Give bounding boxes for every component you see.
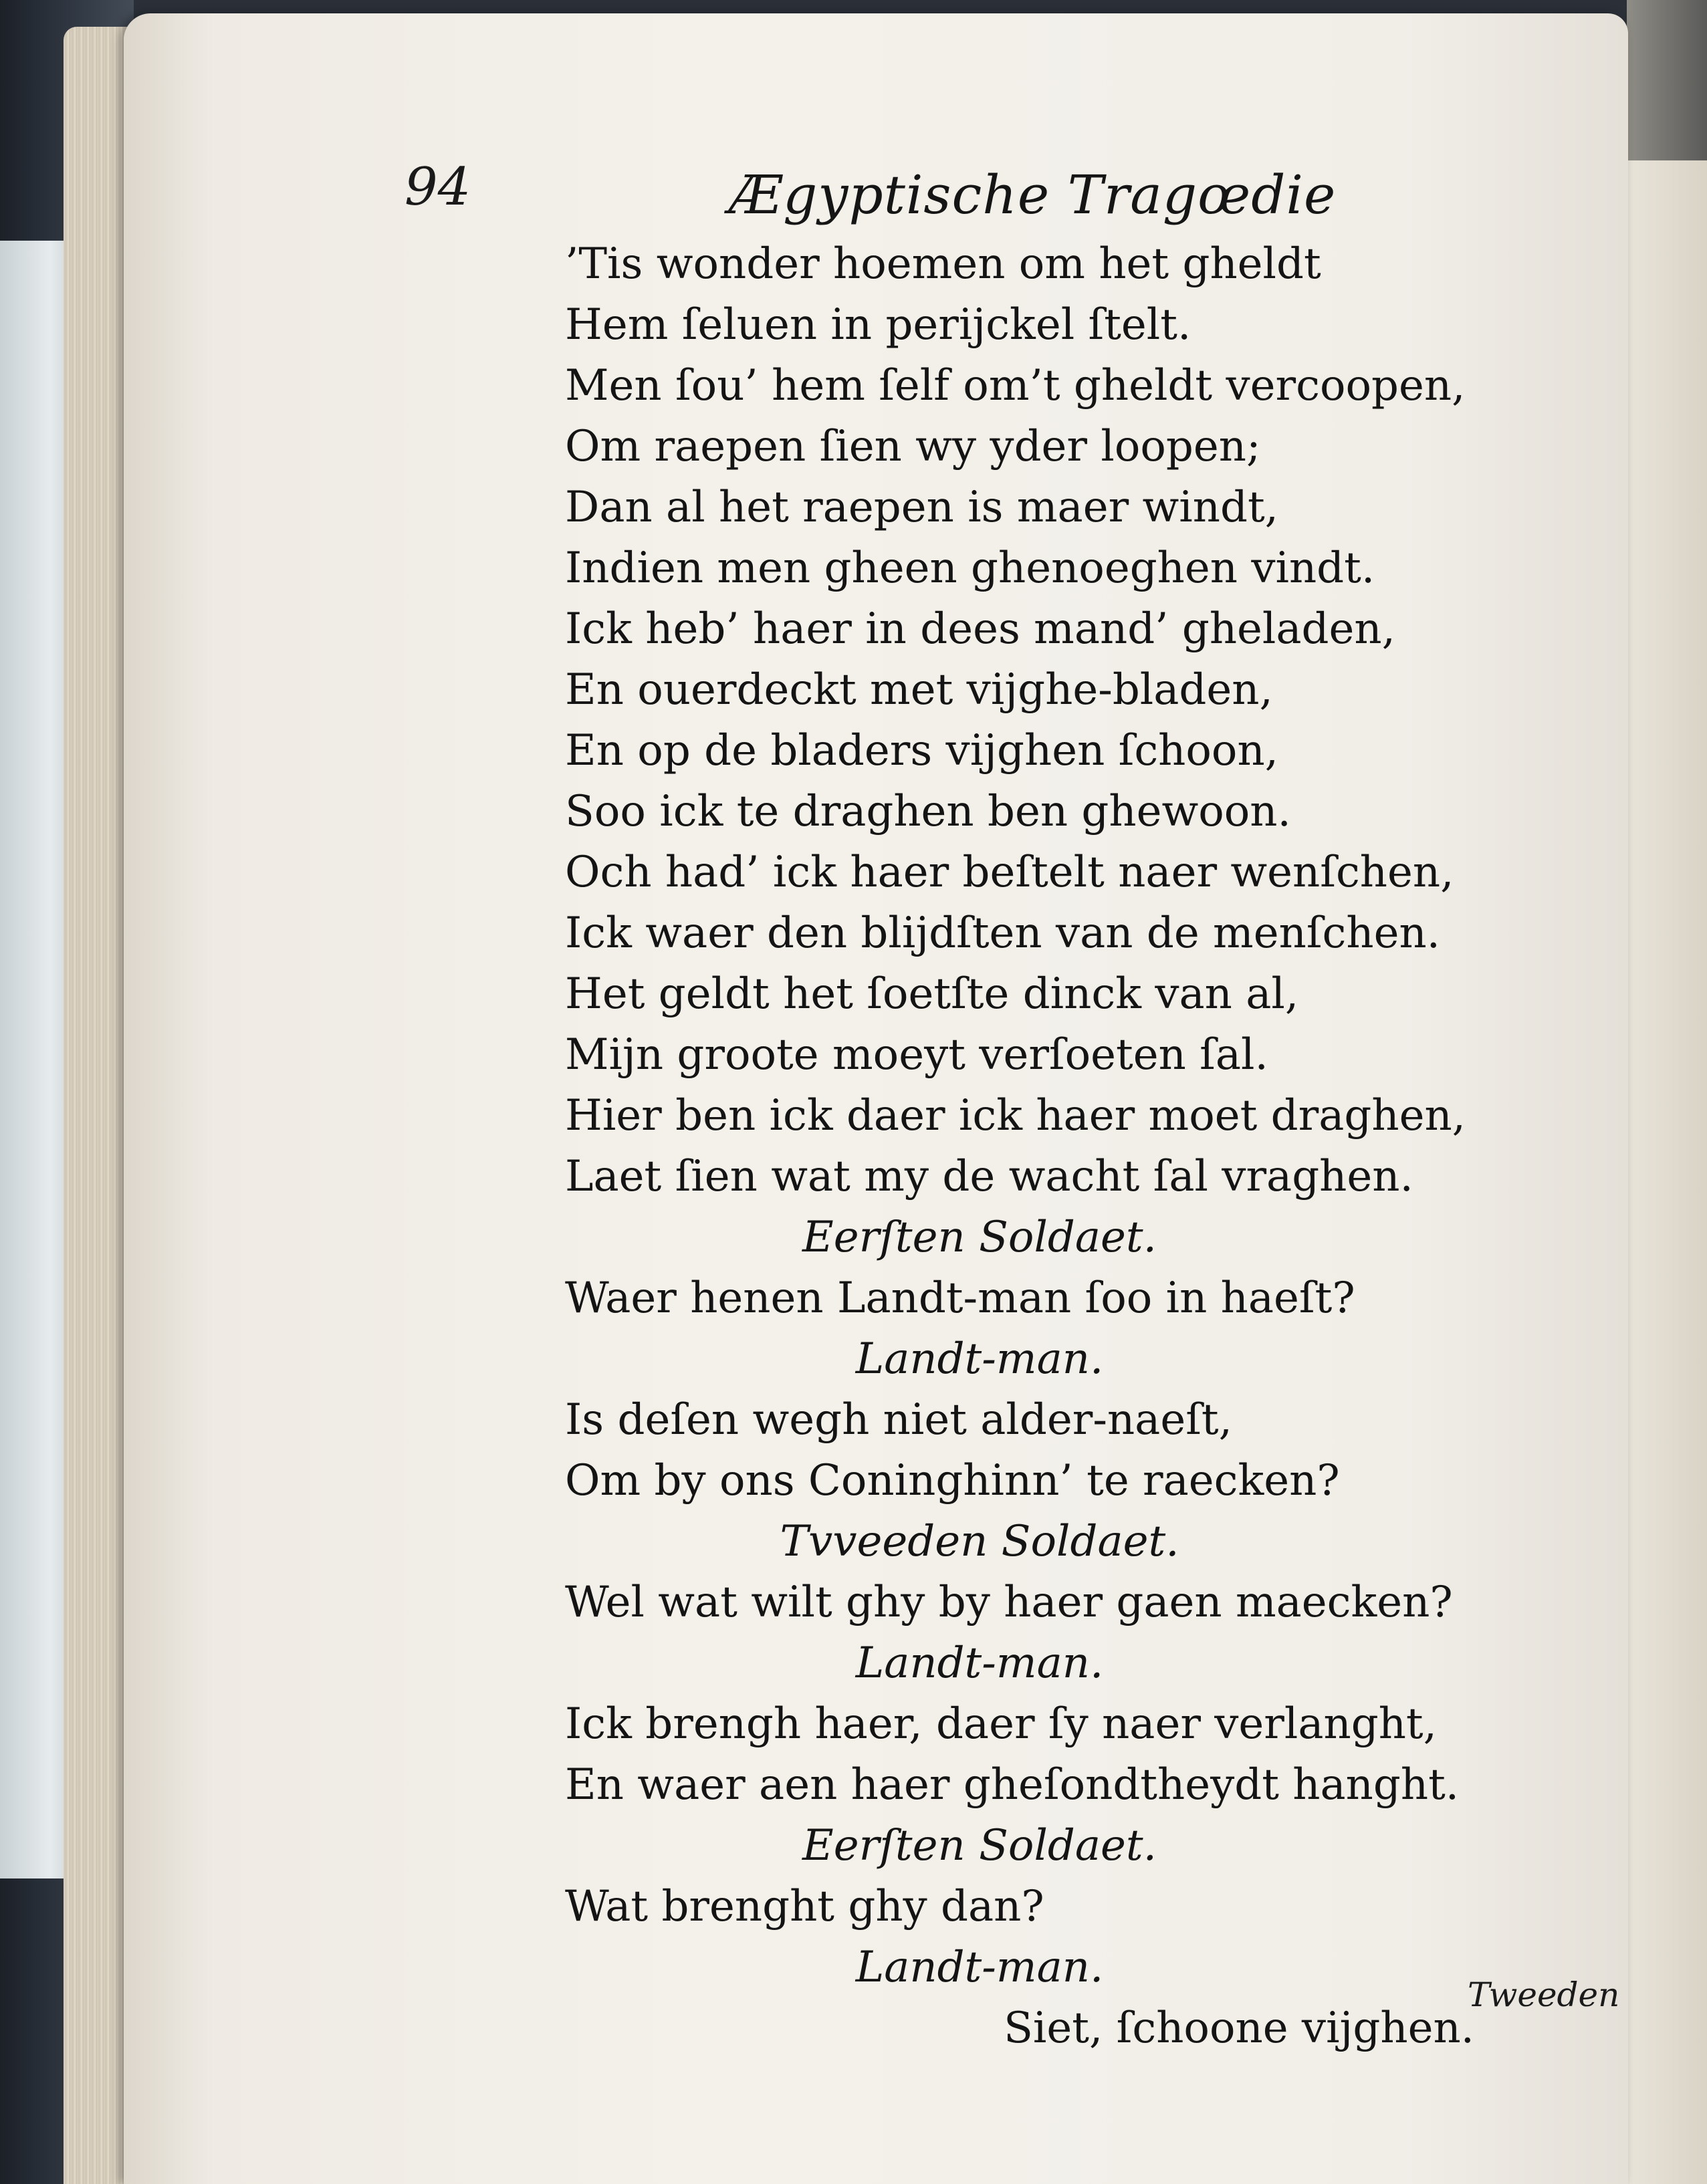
speaker-heading: Eerſten Soldaet. xyxy=(802,1213,1157,1262)
verse-line: Wat brenght ghy dan? xyxy=(565,1882,1044,1931)
verse-line: Dan al het raepen is maer windt, xyxy=(565,483,1278,532)
verse-line: Om by ons Coninghinn’ te raecken? xyxy=(565,1456,1340,1505)
catchword: Tweeden xyxy=(1468,1975,1620,2014)
speaker-heading: Eerſten Soldaet. xyxy=(802,1821,1157,1870)
verse-line: Siet, ſchoone vijghen. xyxy=(1004,2004,1474,2053)
verse-line: Ick heb’ haer in dees mand’ gheladen, xyxy=(565,604,1395,654)
page-header xyxy=(0,144,1707,224)
verse-line: Hem ſeluen in perijckel ſtelt. xyxy=(565,300,1191,350)
verse-line: En ouerdeckt met vijghe-bladen, xyxy=(565,665,1273,715)
verse-line: En waer aen haer gheſondtheydt hanght. xyxy=(565,1760,1460,1810)
verse-line: Ick waer den blijdſten van de menſchen. xyxy=(565,908,1440,958)
verse-line: Wel wat wilt ghy by haer gaen maecken? xyxy=(565,1578,1453,1627)
facing-page-edge xyxy=(1627,160,1707,2184)
running-title: Ægyptische Tragœdie xyxy=(729,164,1337,226)
page-number: 94 xyxy=(405,157,471,217)
verse-line: Hier ben ick daer ick haer moet draghen, xyxy=(565,1091,1466,1140)
verse-line: Waer henen Landt-man ſoo in haeſt? xyxy=(565,1273,1355,1323)
verse-line: Laet ſien wat my de wacht ſal vraghen. xyxy=(565,1152,1413,1201)
speaker-heading: Landt-man. xyxy=(855,1943,1104,1992)
verse-line: Ick brengh haer, daer ſy naer verlanght, xyxy=(565,1699,1437,1749)
verse-line: Is deſen wegh niet alder-naeſt, xyxy=(565,1395,1232,1445)
speaker-heading: Tvveeden Soldaet. xyxy=(780,1517,1179,1566)
verse-line: Och had’ ick haer beſtelt naer wenſchen, xyxy=(565,848,1454,897)
verse-line: Soo ick te draghen ben ghewoon. xyxy=(565,787,1291,836)
verse-line: En op de bladers vijghen ſchoon, xyxy=(565,726,1278,775)
speaker-heading: Landt-man. xyxy=(855,1334,1104,1384)
verse-line: ’Tis wonder hoemen om het gheldt xyxy=(565,239,1321,289)
verse-line: Het geldt het ſoetſte dinck van al, xyxy=(565,969,1299,1019)
verse-text xyxy=(565,234,1555,2059)
verse-line: Indien men gheen ghenoeghen vindt. xyxy=(565,543,1375,593)
speaker-heading: Landt-man. xyxy=(855,1639,1104,1688)
verse-line: Men ſou’ hem ſelf om’t gheldt vercoopen, xyxy=(565,361,1466,410)
verse-line: Mijn groote moeyt verſoeten ſal. xyxy=(565,1030,1268,1080)
verse-line: Om raepen ſien wy yder loopen; xyxy=(565,422,1261,471)
